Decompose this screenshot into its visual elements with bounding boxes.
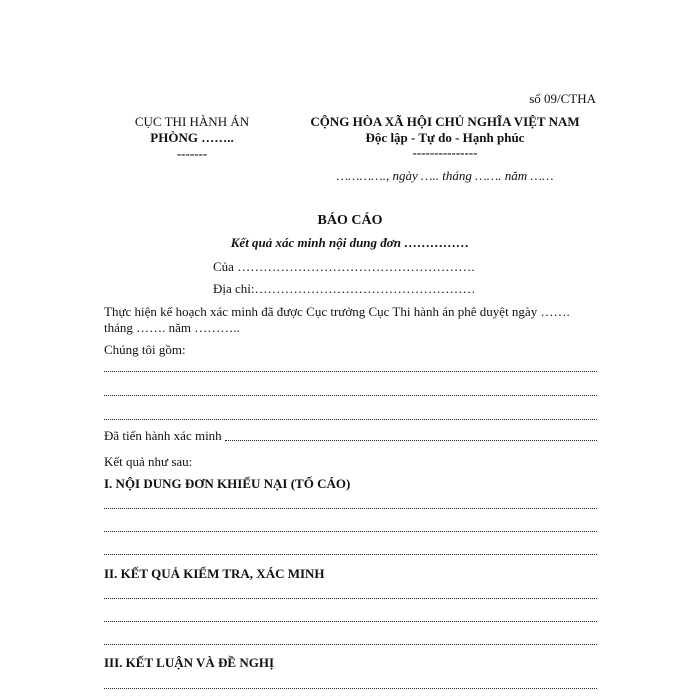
national-motto: Độc lập - Tự do - Hạnh phúc: [365, 130, 525, 145]
address-line: Địa chỉ:……………………………………………: [213, 281, 476, 296]
form-number: số 09/CTHA: [529, 91, 596, 106]
section-3-dotted-line-1: [104, 688, 597, 689]
right-header-underline: ---------------: [412, 145, 478, 160]
section-3-heading: III. KẾT LUẬN VÀ ĐỀ NGHỊ: [104, 655, 275, 670]
country-name: CỘNG HÒA XÃ HỘI CHỦ NGHĨA VIỆT NAM: [310, 114, 580, 129]
section-2-heading: II. KẾT QUẢ KIỂM TRA, XÁC MINH: [104, 566, 325, 581]
members-dotted-line-1: [104, 371, 597, 372]
conducted-line: [104, 427, 597, 444]
left-header-underline: -------: [176, 146, 208, 161]
section-1-dotted-line-2: [104, 531, 597, 532]
date-line: …………., ngày ….. tháng ……. năm ……: [336, 168, 554, 183]
section-1-dotted-line-1: [104, 508, 597, 509]
members-label: Chúng tôi gồm:: [104, 342, 186, 357]
intro-paragraph-line-2: tháng ……. năm ………..: [104, 320, 240, 335]
section-1-heading: I. NỘI DUNG ĐƠN KHIẾU NẠI (TỐ CÁO): [104, 476, 351, 491]
agency-name: CỤC THI HÀNH ÁN: [134, 114, 250, 129]
section-2-dotted-line-3: [104, 644, 597, 645]
section-2-dotted-line-1: [104, 598, 597, 599]
members-dotted-line-3: [104, 419, 597, 420]
members-dotted-line-2: [104, 395, 597, 396]
conducted-label: Đã tiến hành xác minh: [104, 428, 222, 443]
section-2-dotted-line-2: [104, 621, 597, 622]
section-1-dotted-line-3: [104, 554, 597, 555]
department-name: PHÒNG ……..: [150, 130, 234, 145]
report-title: BÁO CÁO: [317, 213, 383, 228]
intro-paragraph-line-1: Thực hiện kế hoạch xác minh đã được Cục trưởng Cục Thi hành án phê duyệt ngày …….: [104, 304, 570, 319]
of-line: Của ……………………………………………….: [213, 259, 475, 274]
conducted-dotted-fill: [225, 440, 597, 441]
results-label: Kết quả như sau:: [104, 454, 193, 469]
report-subtitle: Kết quả xác minh nội dung đơn ……………: [230, 235, 470, 250]
